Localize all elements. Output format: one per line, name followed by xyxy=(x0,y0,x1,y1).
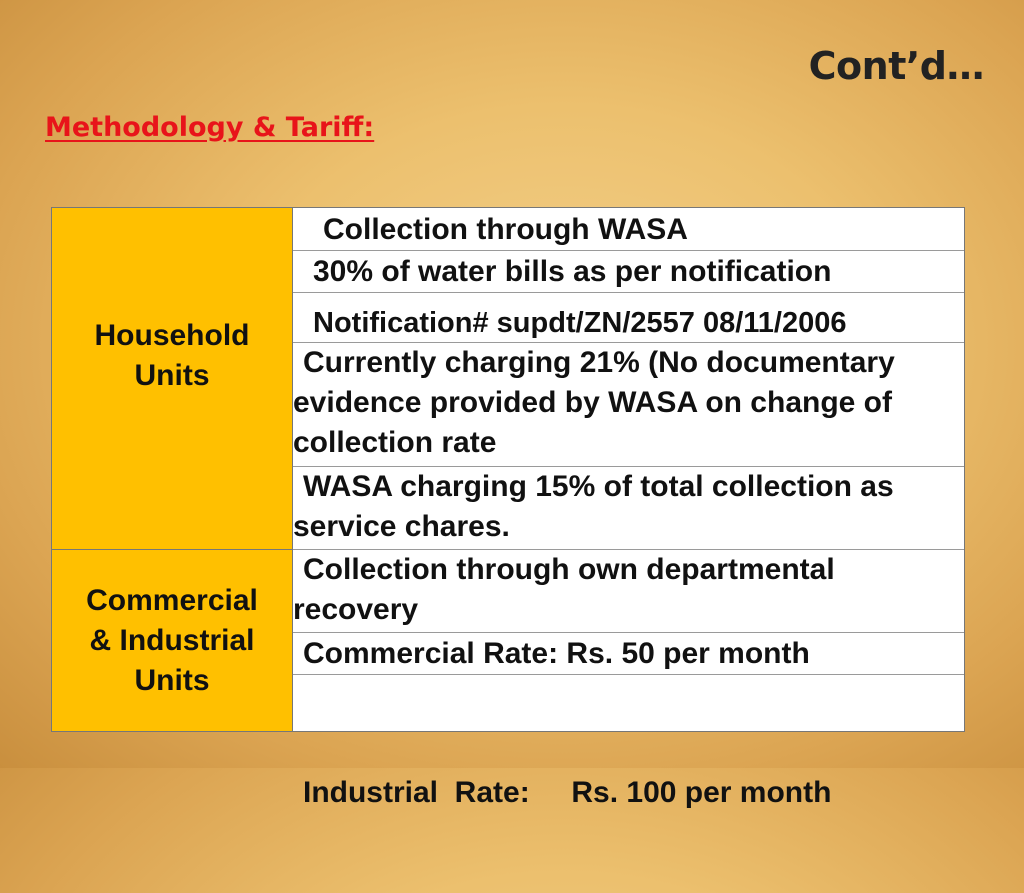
table-row xyxy=(293,208,964,250)
commercial-industrial-units-text: Commercial & Industrial Units xyxy=(86,583,258,697)
row-text-commercial-rate: Commercial Rate: Rs. 50 per month xyxy=(303,637,810,670)
section-heading: Methodology & Tariff: xyxy=(45,112,375,143)
row-text-currently-charging: Currently charging 21% (No documentary evidence provided by WASA on change of collection rate xyxy=(293,346,895,459)
household-units-text: Household Units xyxy=(94,318,250,392)
row-text-collection-wasa: Collection through WASA xyxy=(323,213,688,246)
row-text-service-charges: WASA charging 15% of total collection as service chares. xyxy=(293,470,894,543)
row-text-departmental-recovery: Collection through own departmental recovery xyxy=(293,553,835,626)
table-row xyxy=(293,342,964,466)
table-row xyxy=(293,250,964,292)
tariff-table xyxy=(51,207,965,809)
table-row xyxy=(293,466,964,549)
table-row xyxy=(293,292,964,342)
commercial-industrial-units-label xyxy=(52,549,293,731)
row-text-water-bills: 30% of water bills as per notification xyxy=(313,255,832,288)
row-text-notification: Notification# supdt/ZN/2557 08/11/2006 xyxy=(313,307,847,339)
row-text-industrial-rate: Industrial Rate: Rs. 100 per month xyxy=(303,776,832,809)
slide-title: Cont’d… xyxy=(808,44,984,88)
household-units-label xyxy=(52,208,293,549)
table-row xyxy=(293,632,964,674)
table-row xyxy=(293,674,964,809)
table-row xyxy=(293,549,964,632)
